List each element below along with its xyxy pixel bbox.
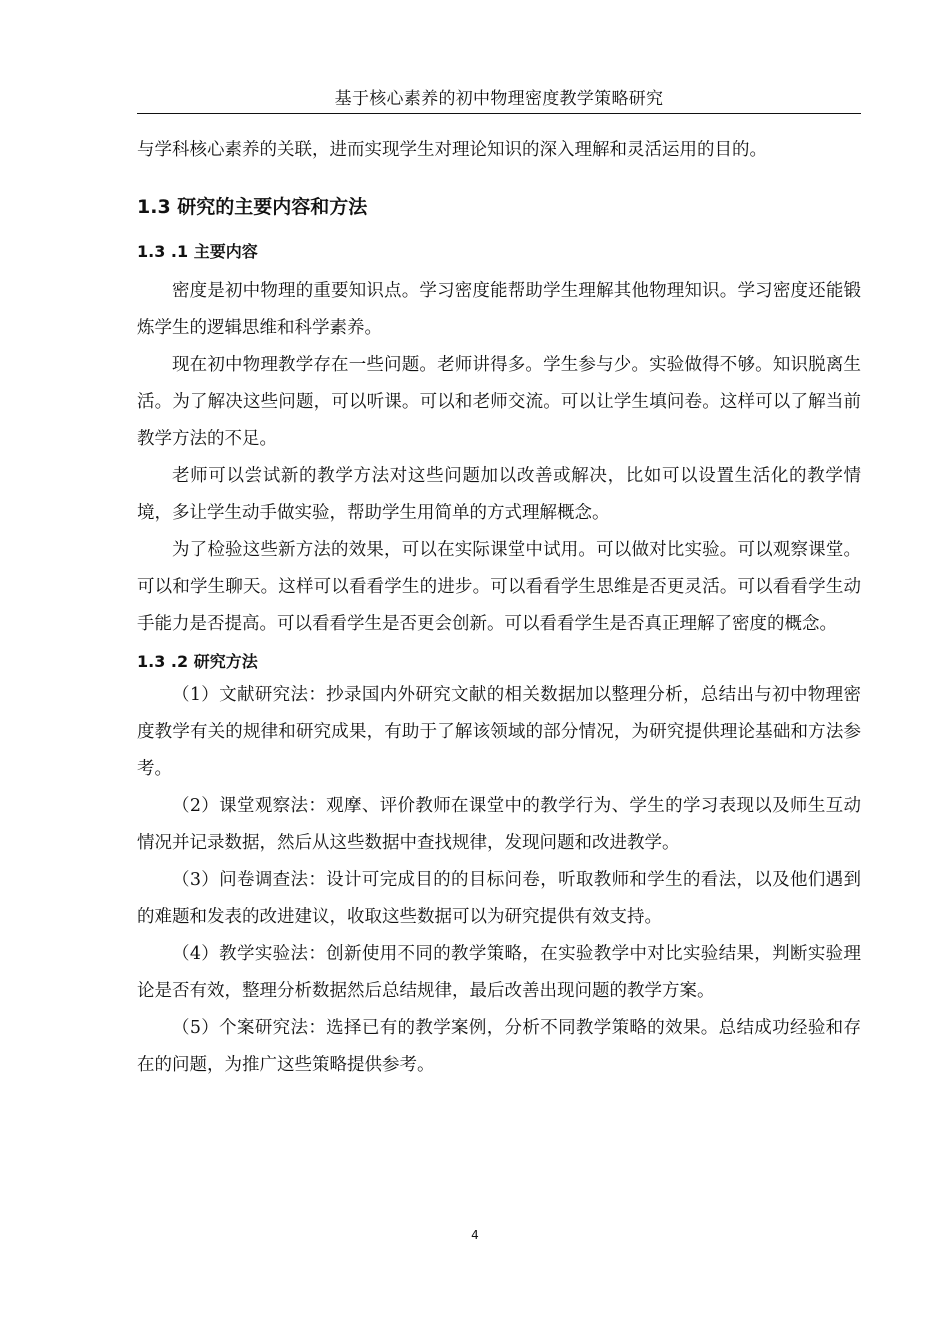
section-heading: 1.3 研究的主要内容和方法 — [137, 196, 368, 218]
method-paragraph: （5）个案研究法：选择已有的教学案例，分析不同教学策略的效果。总结成功经验和存在的问题，为推广这些策略提供参考。 — [137, 1018, 861, 1075]
subsection-main-content-body — [137, 273, 861, 643]
subsection-heading-research-methods: 1.3 .2 研究方法 — [137, 652, 258, 671]
subsection-research-methods-body — [137, 677, 861, 1084]
method-paragraph: （1）文献研究法：抄录国内外研究文献的相关数据加以整理分析，总结出与初中物理密度教学有关的规律和研究成果，有助于了解该领域的部分情况，为研究提供理论基础和方法参考。 — [137, 685, 861, 779]
subsection-heading-main-content: 1.3 .1 主要内容 — [137, 242, 258, 261]
continuation-paragraph: 与学科核心素养的关联，进而实现学生对理论知识的深入理解和灵活运用的目的。 — [137, 140, 767, 160]
body-paragraph: 现在初中物理教学存在一些问题。老师讲得多。学生参与少。实验做得不够。知识脱离生活。为了解决这些问题，可以听课。可以和老师交流。可以让学生填问卷。这样可以了解当前教学方法的不足。 — [137, 355, 861, 449]
page-number: 4 — [471, 1228, 479, 1242]
body-paragraph: 老师可以尝试新的教学方法对这些问题加以改善或解决，比如可以设置生活化的教学情境，多让学生动手做实验，帮助学生用简单的方式理解概念。 — [137, 466, 861, 523]
body-paragraph: 密度是初中物理的重要知识点。学习密度能帮助学生理解其他物理知识。学习密度还能锻炼学生的逻辑思维和科学素养。 — [137, 281, 861, 338]
method-paragraph: （2）课堂观察法：观摩、评价教师在课堂中的教学行为、学生的学习表现以及师生互动情况并记录数据，然后从这些数据中查找规律，发现问题和改进教学。 — [137, 796, 861, 853]
method-paragraph: （4）教学实验法：创新使用不同的教学策略，在实验教学中对比实验结果，判断实验理论是否有效，整理分析数据然后总结规律，最后改善出现问题的教学方案。 — [137, 944, 861, 1001]
method-paragraph: （3）问卷调查法：设计可完成目的的目标问卷，听取教师和学生的看法，以及他们遇到的难题和发表的改进建议，收取这些数据可以为研究提供有效支持。 — [137, 870, 861, 927]
page-content — [137, 132, 861, 1084]
body-paragraph: 为了检验这些新方法的效果，可以在实际课堂中试用。可以做对比实验。可以观察课堂。可以和学生聊天。这样可以看看学生的进步。可以看看学生思维是否更灵活。可以看看学生动手能力是否提高。可以看看学生是否更会创新。可以看看学生是否真正理解了密度的概念。 — [137, 540, 861, 634]
running-header: 基于核心素养的初中物理密度教学策略研究 — [137, 86, 861, 114]
